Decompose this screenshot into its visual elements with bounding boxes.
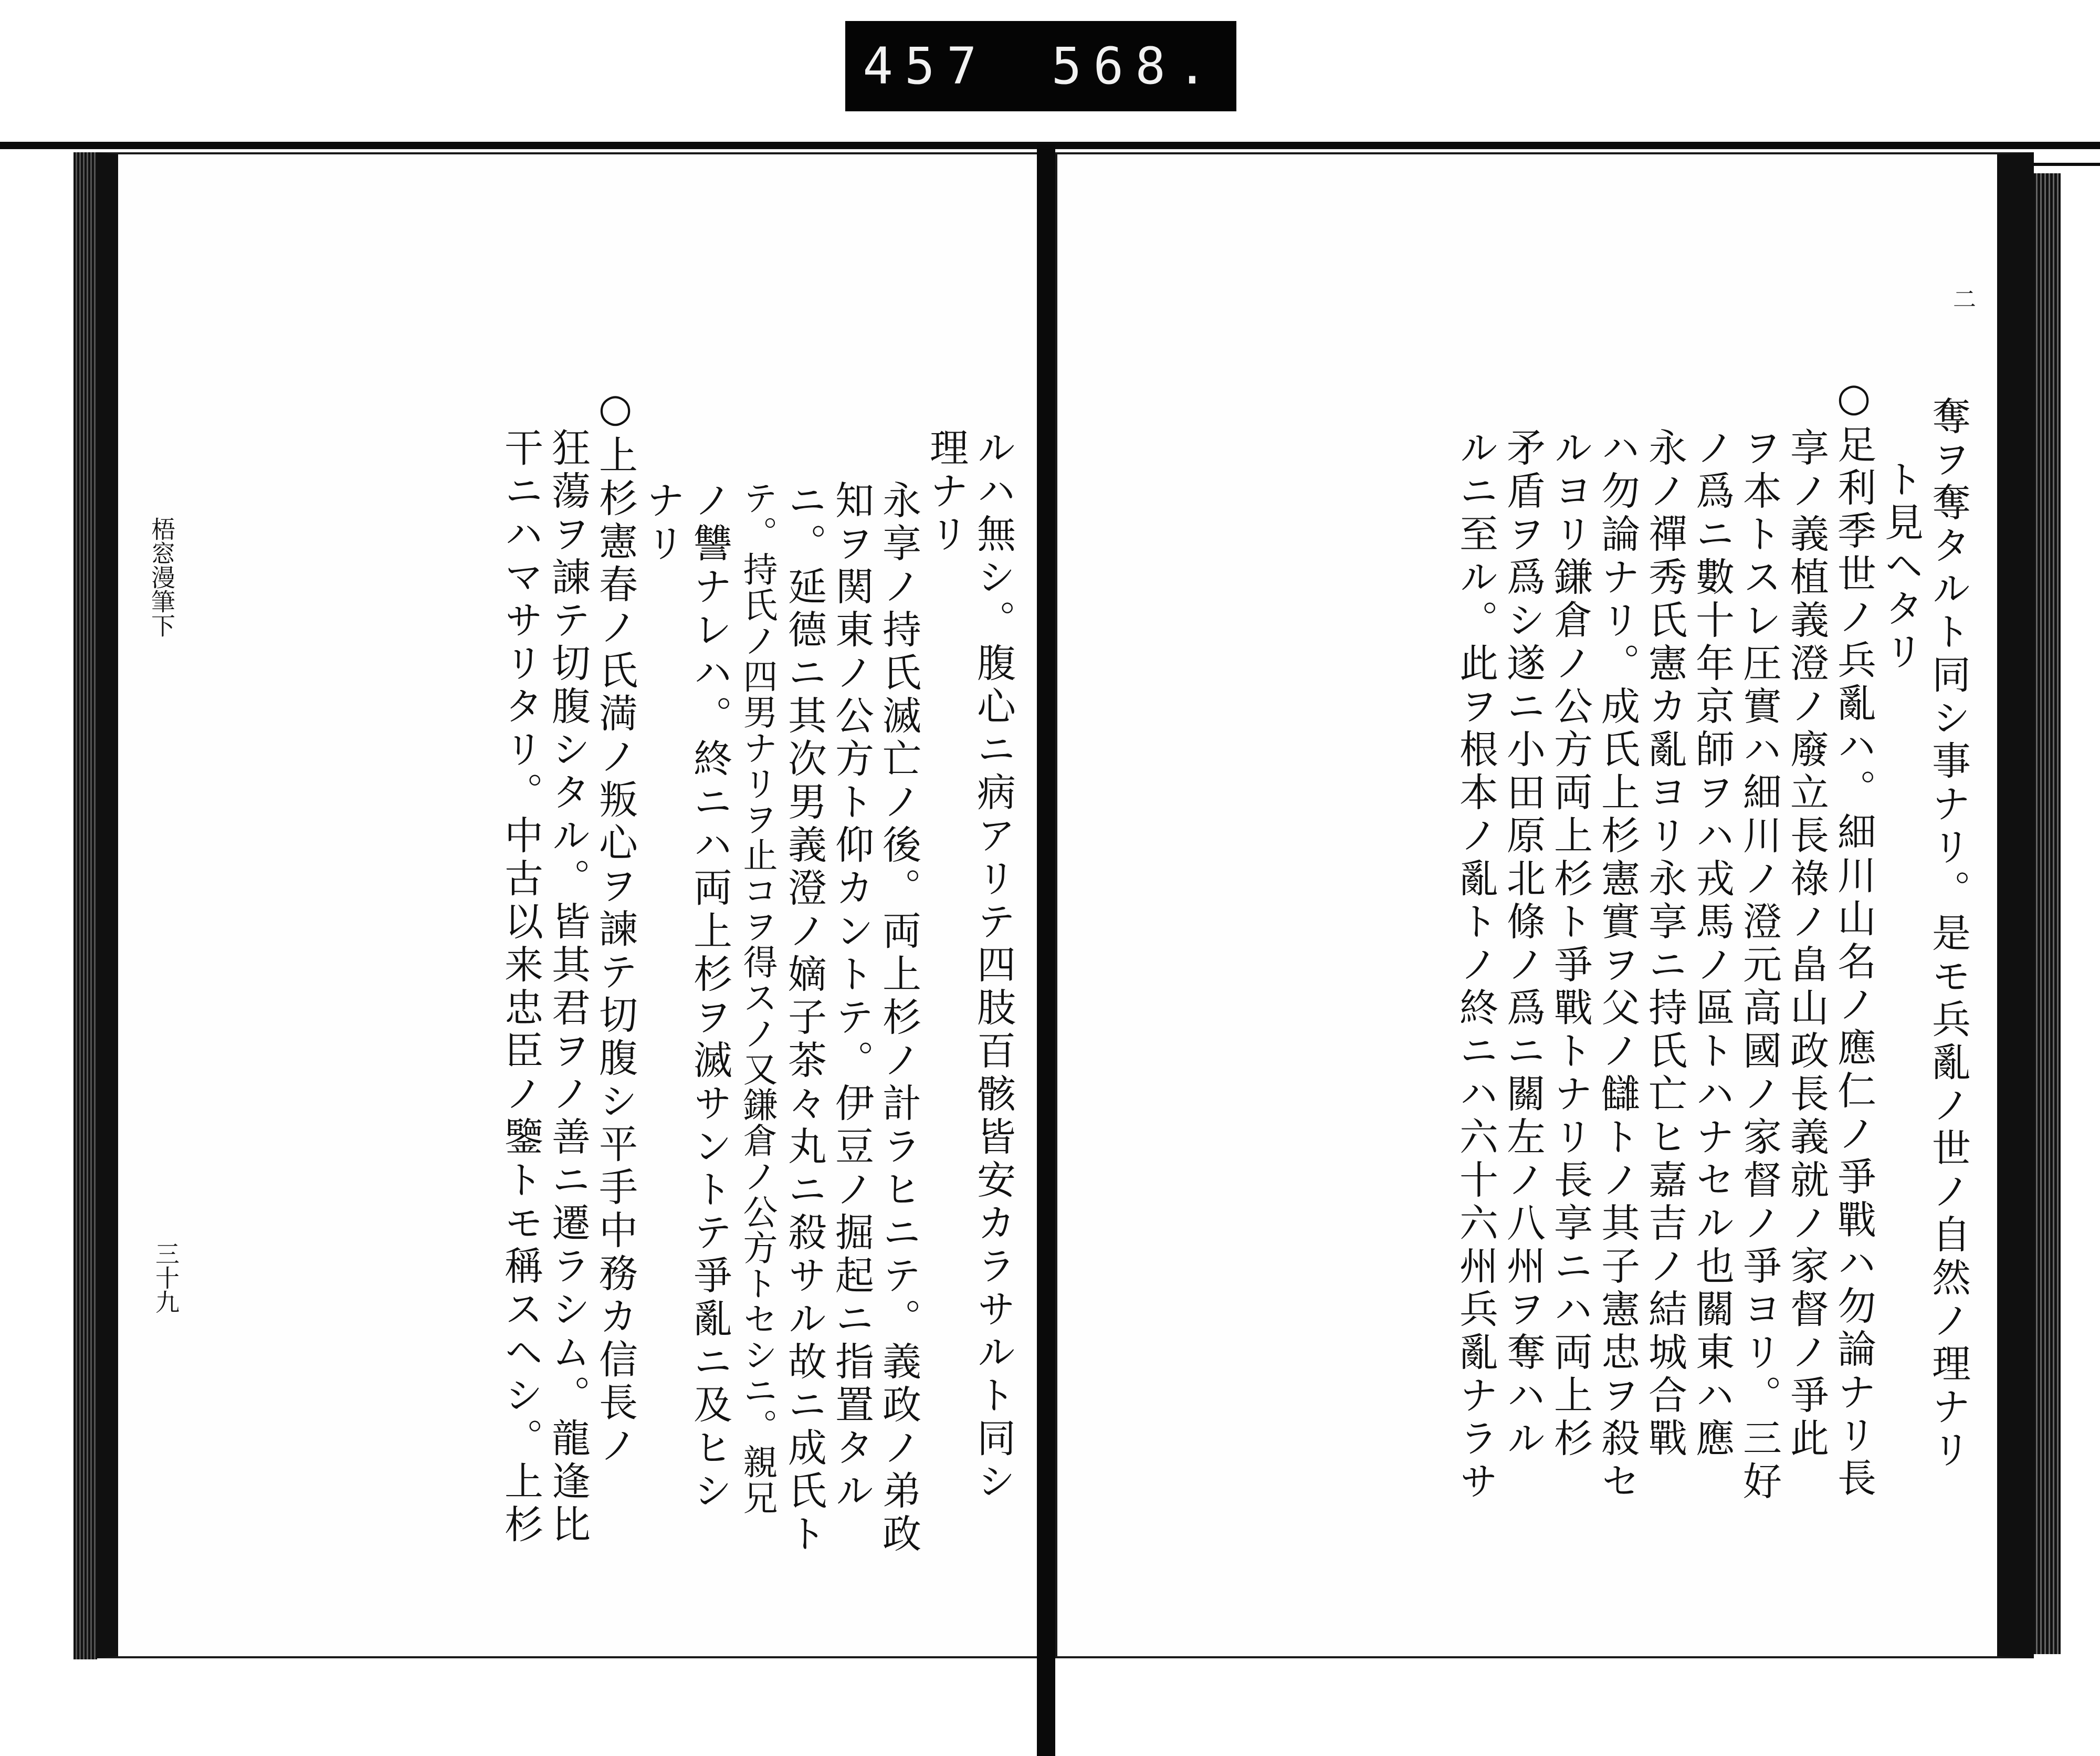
left-text-column-11: 干ニハマサリタリ。中古以来忠臣ノ鑒トモ稱スヘシ。上杉: [498, 427, 543, 1547]
right-text-column-7: 永ノ禪秀氏憲カ亂ヨリ永享ニ持氏亡ヒ嘉吉ノ結城合戰: [1642, 427, 1687, 1461]
left-text-column-7: ノ讐ナレハ。終ニハ両上杉ヲ滅サントテ爭亂ニ及ヒシ: [687, 480, 732, 1513]
label-number-left: 457: [863, 37, 989, 96]
right-text-column-11: ルニ至ル。此ヲ根本ノ亂トノ終ニハ六十六州兵亂ナラサ: [1453, 427, 1498, 1504]
microfilm-label: [845, 21, 1236, 111]
right-text-column-6: ノ爲ニ數十年京師ヲハ戎馬ノ區トハナセル也關東ハ應: [1689, 427, 1735, 1461]
book-edge-right: [2029, 173, 2061, 1654]
left-text-column-9: ○上杉憲春ノ氏満ノ叛心ヲ諫テ切腹シ平手中務カ信長ノ: [593, 385, 638, 1468]
right-text-column-10: 矛盾ヲ爲シ遂ニ小田原北條ノ爲ニ關左ノ八州ヲ奪ハル: [1500, 427, 1546, 1461]
left-text-column-4: 知ヲ関東ノ公方ト仰カントテ。伊豆ノ掘起ニ指置タル: [829, 480, 874, 1513]
right-text-column-2: ト見ヘタリ: [1878, 459, 1924, 674]
label-number-right: 568.: [1051, 37, 1219, 96]
right-text-column-5: ヲ本トスレ圧實ハ細川ノ澄元高國ノ家督ノ爭ヨリ。三好: [1737, 427, 1782, 1504]
left-page-number: 三十九: [152, 1241, 180, 1314]
book-title-folio: 梧窓漫筆下: [148, 517, 176, 637]
left-text-column-1: ルハ無シ。腹心ニ病アリテ四肢百骸皆安カラサルト同シ: [971, 427, 1016, 1504]
right-text-column-3: ○足利季世ノ兵亂ハ。細川山名ノ應仁ノ爭戰ハ勿論ナリ長: [1831, 375, 1876, 1501]
right-text-column-9: ルヨリ鎌倉ノ公方両上杉ト爭戰トナリ長享ニハ両上杉: [1548, 427, 1593, 1461]
right-page: [1055, 152, 2034, 1658]
left-text-column-3: 永享ノ持氏滅亡ノ後。両上杉ノ計ラヒニテ。義政ノ弟政: [876, 480, 921, 1556]
right-text-column-1: 奪ヲ奪タルト同シ事ナリ。是モ兵亂ノ世ノ自然ノ理ナリ: [1926, 396, 1971, 1472]
left-text-column-8: ナリ: [640, 480, 685, 566]
page-gutter: [1037, 144, 1055, 1756]
left-page: [97, 152, 1060, 1658]
book-edge-left: [74, 152, 97, 1659]
left-text-column-5: ニ。延德ニ其次男義澄ノ嫡子茶々丸ニ殺サル故ニ成氏ト: [782, 480, 827, 1556]
left-text-column-2: 理ナリ: [923, 427, 969, 557]
right-text-column-4: 享ノ義植義澄ノ廢立長祿ノ畠山政長義就ノ家督ノ爭此: [1784, 427, 1829, 1461]
left-text-column-10: 狂蕩ヲ諫テ切腹シタル。皆其君ヲノ善ニ遷ラシム。龍逢比: [545, 427, 591, 1547]
left-text-column-6: テ。持氏ノ四男ナリヲ止コヲ得スノ又鎌倉ノ公方トセシニ。親兄: [737, 480, 778, 1515]
right-page-number: 二: [1953, 286, 1976, 313]
right-text-column-8: ハ勿論ナリ。成氏上杉憲實ヲ父ノ讎トノ其子憲忠ヲ殺セ: [1595, 427, 1640, 1504]
